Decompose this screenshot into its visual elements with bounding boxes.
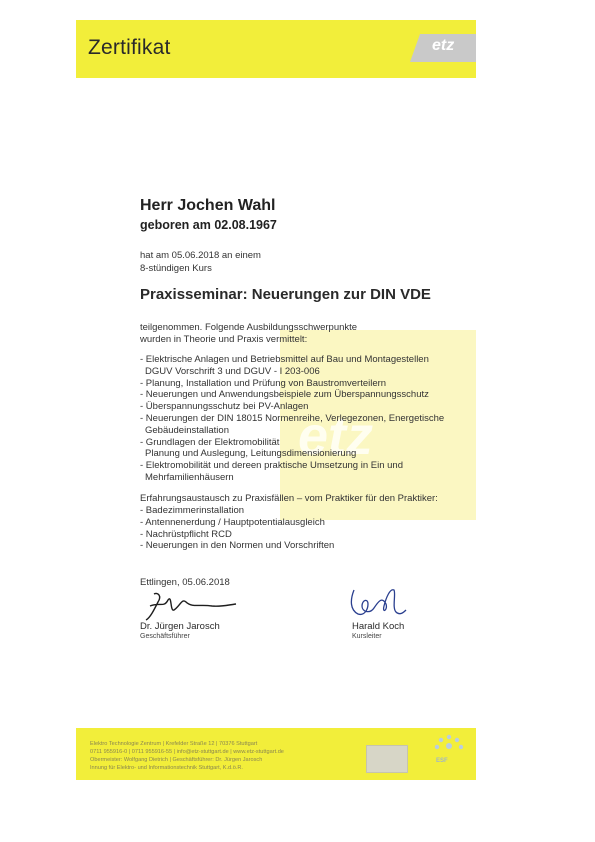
signatory-left-name: Dr. Jürgen Jarosch (140, 621, 220, 632)
intro-line-1: teilgenommen. Folgende Ausbildungsschwerpunkte (140, 322, 358, 333)
esf-label: ESF (436, 758, 448, 764)
attendance-line-1: hat am 05.06.2018 an einem (140, 250, 261, 261)
attendance-line-2: 8-stündigen Kurs (140, 263, 212, 274)
topic-item: - Überspannungsschutz bei PV-Anlagen (140, 401, 309, 413)
esf-stars-icon (426, 732, 472, 776)
footer-line: 0711 955916-0 | 0711 955916-55 | info@etz-stuttgart.de | www.etz-stuttgart.de (90, 749, 284, 755)
topic-item: - Neuerungen und Anwendungsbeispiele zum Überspannungsschutz (140, 389, 429, 401)
exchange-item: - Nachrüstpflicht RCD (140, 528, 232, 540)
recipient-birthdate: geboren am 02.08.1967 (140, 218, 277, 232)
footer-line: Obermeister: Wolfgang Dietrich | Geschäftsführer: Dr. Jürgen Jarosch (90, 757, 263, 763)
signatory-right-name: Harald Koch (352, 621, 405, 632)
etz-logo-text: etz (432, 37, 455, 54)
signatory-right-role: Kursleiter (352, 633, 382, 640)
topic-item: DGUV Vorschrift 3 und DGUV - I 203-006 (145, 365, 320, 377)
exchange-item: - Badezimmerinstallation (140, 505, 245, 516)
topic-item: - Grundlagen der Elektromobilität (140, 436, 280, 448)
topic-item: - Planung, Installation und Prüfung von Baustromverteilern (140, 377, 387, 389)
recipient-name: Herr Jochen Wahl (140, 197, 276, 214)
certificate-title: Zertifikat (88, 36, 171, 59)
exchange-heading: Erfahrungsaustausch zu Praxisfällen – vom Praktiker für den Praktiker: (140, 493, 438, 504)
exchange-item: - Neuerungen in den Normen und Vorschriften (140, 540, 335, 552)
topics-list (140, 354, 444, 484)
signatory-left-role: Geschäftsführer (140, 633, 190, 640)
signature-left-icon (140, 588, 240, 624)
topic-item: - Elektromobilität und dereen praktische Umsetzung in Ein und (140, 460, 403, 472)
exchange-list (140, 505, 334, 552)
topic-item: - Elektrische Anlagen und Betriebsmittel auf Bau und Montagestellen (140, 354, 429, 365)
topic-item: - Neuerungen der DIN 18015 Normenreihe, Verlegezonen, Energetische (140, 412, 445, 424)
topic-item: Mehrfamilienhäusern (145, 471, 234, 483)
qr-code-icon (366, 745, 408, 773)
exchange-item: - Antennenerdung / Hauptpotentialausgleich (140, 516, 325, 528)
watermark-logo-icon: etz (298, 406, 374, 466)
intro-line-2: wurden in Theorie und Praxis vermittelt: (140, 334, 308, 345)
course-title: Praxisseminar: Neuerungen zur DIN VDE (140, 286, 431, 303)
topic-item: Planung und Auslegung, Leitungsdimensionierung (145, 448, 357, 460)
place-date: Ettlingen, 05.06.2018 (140, 577, 230, 588)
topic-item: Gebäudeinstallation (145, 424, 229, 436)
footer-line: Innung für Elektro- und Informationstechnik Stuttgart, K.d.ö.R. (90, 765, 243, 771)
footer-line: Elektro Technologie Zentrum | Krefelder Straße 12 | 70376 Stuttgart (90, 741, 258, 747)
signature-right-icon (346, 584, 410, 622)
